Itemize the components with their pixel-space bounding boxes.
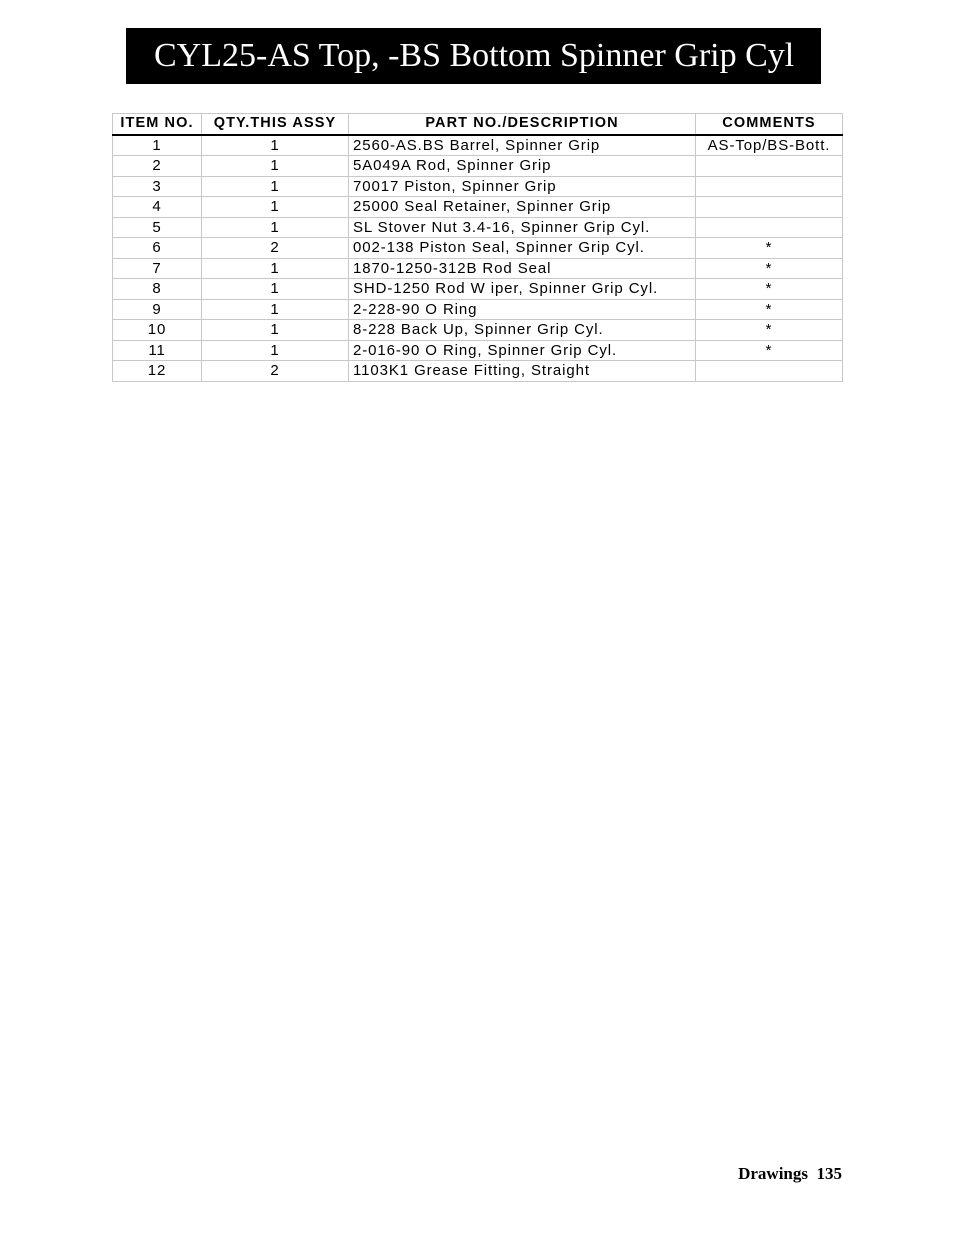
- table-row: [113, 156, 843, 177]
- part-description-cell: 8-228 Back Up, Spinner Grip Cyl.: [349, 320, 696, 341]
- item-no-cell: 10: [113, 320, 202, 341]
- comment-cell: *: [696, 279, 843, 300]
- part-description-cell: 5A049A Rod, Spinner Grip: [349, 156, 696, 177]
- item-no-cell: 6: [113, 238, 202, 259]
- item-no-cell: 3: [113, 176, 202, 197]
- qty-cell: 1: [202, 299, 349, 320]
- qty-cell: 1: [202, 135, 349, 156]
- page-title: CYL25-AS Top, -BS Bottom Spinner Grip Cyl: [126, 28, 821, 84]
- comment-cell: [696, 156, 843, 177]
- table-row: [113, 320, 843, 341]
- comment-cell: *: [696, 340, 843, 361]
- item-no-cell: 1: [113, 135, 202, 156]
- part-description-cell: 2560-AS.BS Barrel, Spinner Grip: [349, 135, 696, 156]
- table-row: [113, 258, 843, 279]
- part-description-cell: SHD-1250 Rod W iper, Spinner Grip Cyl.: [349, 279, 696, 300]
- part-description-cell: 2-228-90 O Ring: [349, 299, 696, 320]
- header-qty: QTY.THIS ASSY: [202, 114, 349, 135]
- table-row: [113, 361, 843, 382]
- part-description-cell: 1103K1 Grease Fitting, Straight: [349, 361, 696, 382]
- table-header-row: [113, 114, 843, 135]
- comment-cell: AS-Top/BS-Bott.: [696, 135, 843, 156]
- comment-cell: *: [696, 299, 843, 320]
- comment-cell: *: [696, 238, 843, 259]
- part-description-cell: 70017 Piston, Spinner Grip: [349, 176, 696, 197]
- part-description-cell: 25000 Seal Retainer, Spinner Grip: [349, 197, 696, 218]
- item-no-cell: 5: [113, 217, 202, 238]
- item-no-cell: 7: [113, 258, 202, 279]
- header-item-no: ITEM NO.: [113, 114, 202, 135]
- item-no-cell: 11: [113, 340, 202, 361]
- comment-cell: [696, 176, 843, 197]
- comment-cell: [696, 361, 843, 382]
- table-row: [113, 238, 843, 259]
- footer-page-number: 135: [816, 1164, 842, 1183]
- comment-cell: [696, 217, 843, 238]
- item-no-cell: 4: [113, 197, 202, 218]
- parts-table: [112, 113, 843, 382]
- table-row: [113, 176, 843, 197]
- comment-cell: [696, 197, 843, 218]
- part-description-cell: 002-138 Piston Seal, Spinner Grip Cyl.: [349, 238, 696, 259]
- qty-cell: 2: [202, 238, 349, 259]
- item-no-cell: 8: [113, 279, 202, 300]
- qty-cell: 2: [202, 361, 349, 382]
- part-description-cell: SL Stover Nut 3.4-16, Spinner Grip Cyl.: [349, 217, 696, 238]
- comment-cell: *: [696, 258, 843, 279]
- qty-cell: 1: [202, 217, 349, 238]
- qty-cell: 1: [202, 340, 349, 361]
- qty-cell: 1: [202, 279, 349, 300]
- table-row: [113, 279, 843, 300]
- header-comments: COMMENTS: [696, 114, 843, 135]
- table-row: [113, 217, 843, 238]
- comment-cell: *: [696, 320, 843, 341]
- part-description-cell: 2-016-90 O Ring, Spinner Grip Cyl.: [349, 340, 696, 361]
- table-row: [113, 135, 843, 156]
- qty-cell: 1: [202, 197, 349, 218]
- qty-cell: 1: [202, 320, 349, 341]
- header-part-description: PART NO./DESCRIPTION: [349, 114, 696, 135]
- item-no-cell: 2: [113, 156, 202, 177]
- table-row: [113, 340, 843, 361]
- table-row: [113, 299, 843, 320]
- page-footer: [738, 1164, 842, 1184]
- qty-cell: 1: [202, 258, 349, 279]
- table-row: [113, 197, 843, 218]
- item-no-cell: 9: [113, 299, 202, 320]
- qty-cell: 1: [202, 156, 349, 177]
- part-description-cell: 1870-1250-312B Rod Seal: [349, 258, 696, 279]
- footer-section: Drawings: [738, 1164, 808, 1183]
- item-no-cell: 12: [113, 361, 202, 382]
- qty-cell: 1: [202, 176, 349, 197]
